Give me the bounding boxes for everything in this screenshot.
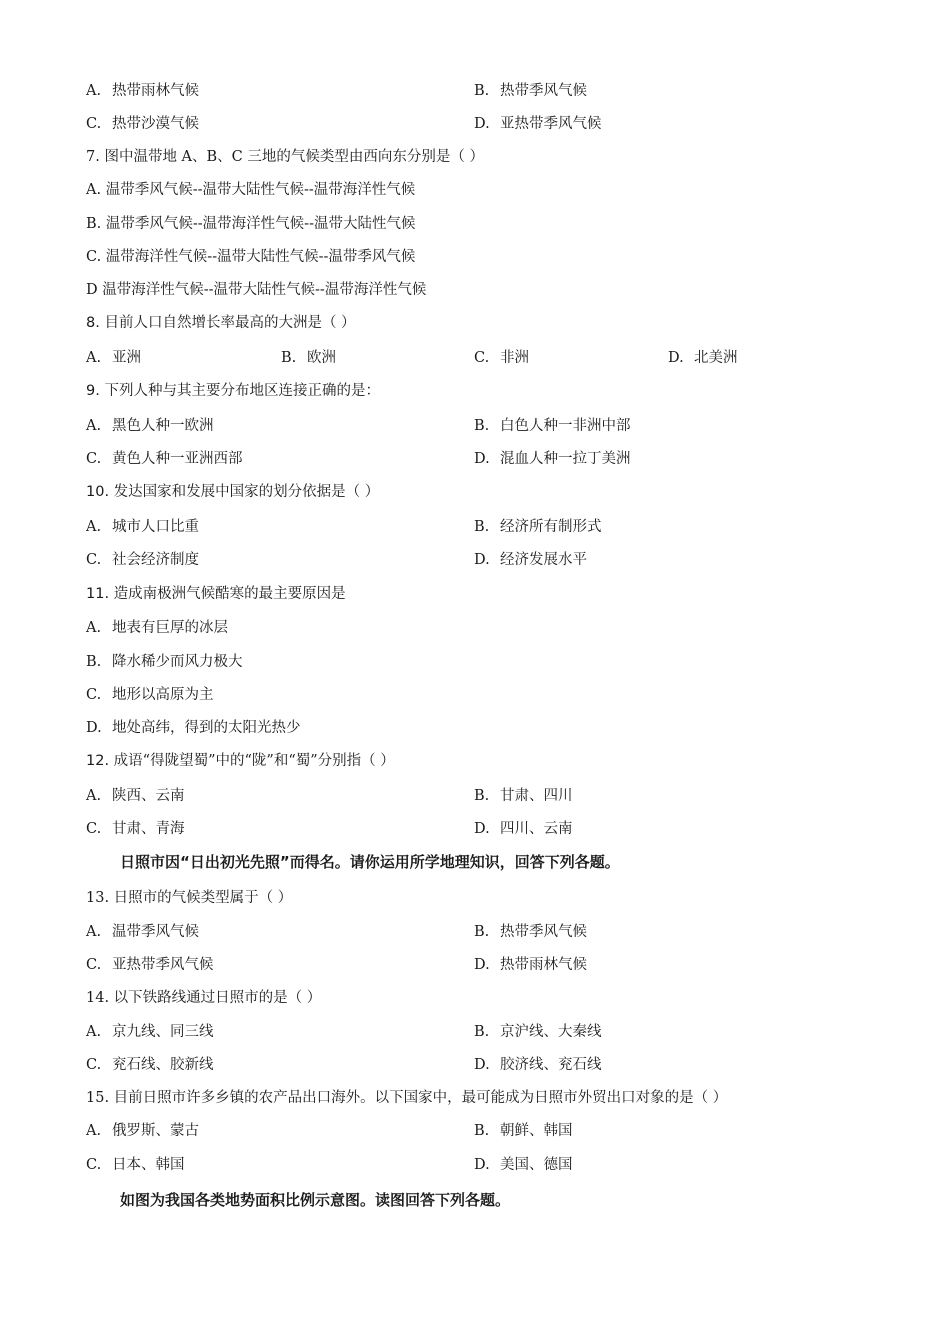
q8-option-a: A. 亚洲 xyxy=(86,350,141,366)
q12-option-d: D. 四川、云南 xyxy=(474,821,573,837)
q11-option-a: A. 地表有巨厚的冰层 xyxy=(86,620,228,636)
q14-option-a: A. 京九线、同三线 xyxy=(86,1024,214,1040)
q13-option-c: C. 亚热带季风气候 xyxy=(86,957,214,973)
q8-option-b: B. 欧洲 xyxy=(281,350,336,366)
q14-stem: 14. 以下铁路线通过日照市的是（ ） xyxy=(86,990,322,1006)
q11-option-d: D. 地处高纬，得到的太阳光热少 xyxy=(86,720,301,736)
q6-option-c: C. 热带沙漠气候 xyxy=(86,116,199,132)
q9-option-c: C. 黄色人种一亚洲西部 xyxy=(86,451,243,467)
q9-option-d: D. 混血人种一拉丁美洲 xyxy=(474,451,631,467)
q11-option-c: C. 地形以高原为主 xyxy=(86,687,214,703)
q12-option-b: B. 甘肃、四川 xyxy=(474,788,573,804)
q14-option-c: C. 兖石线、胶新线 xyxy=(86,1057,214,1073)
q14-option-b: B. 京沪线、大秦线 xyxy=(474,1024,602,1040)
q8-option-c: C. 非洲 xyxy=(474,350,529,366)
q6-option-b: B. 热带季风气候 xyxy=(474,83,587,99)
q13-option-a: A. 温带季风气候 xyxy=(86,924,199,940)
q15-option-a: A. 俄罗斯、蒙古 xyxy=(86,1123,199,1139)
q12-option-a: A. 陕西、云南 xyxy=(86,788,185,804)
q9-option-b: B. 白色人种一非洲中部 xyxy=(474,418,631,434)
section-intro-terrain: 如图为我国各类地势面积比例示意图。读图回答下列各题。 xyxy=(120,1191,511,1209)
q7-stem: 7. 图中温带地 A、B、C 三地的气候类型由西向东分别是（ ） xyxy=(86,149,484,165)
q10-stem: 10. 发达国家和发展中国家的划分依据是（ ） xyxy=(86,484,380,500)
q13-option-b: B. 热带季风气候 xyxy=(474,924,587,940)
q14-option-d: D. 胶济线、兖石线 xyxy=(474,1057,602,1073)
q8-stem: 8. 目前人口自然增长率最高的大洲是（ ） xyxy=(86,315,356,331)
q7-option-d: D 温带海洋性气候--温带大陆性气候--温带海洋性气候 xyxy=(86,282,427,298)
section-intro-rizhao: 日照市因“日出初光先照”而得名。请你运用所学地理知识，回答下列各题。 xyxy=(120,853,620,871)
q15-stem: 15. 目前日照市许多乡镇的农产品出口海外。以下国家中，最可能成为日照市外贸出口对象的是（ ） xyxy=(86,1090,728,1106)
q13-option-d: D. 热带雨林气候 xyxy=(474,957,587,973)
q11-option-b: B. 降水稀少而风力极大 xyxy=(86,654,243,670)
q6-option-a: A. 热带雨林气候 xyxy=(86,83,199,99)
q7-option-c: C. 温带海洋性气候--温带大陆性气候--温带季风气候 xyxy=(86,249,416,265)
q10-option-c: C. 社会经济制度 xyxy=(86,552,199,568)
q9-option-a: A. 黑色人种一欧洲 xyxy=(86,418,214,434)
q6-option-d: D. 亚热带季风气候 xyxy=(474,116,602,132)
q15-option-d: D. 美国、德国 xyxy=(474,1157,573,1173)
q12-stem: 12. 成语“得陇望蜀”中的“陇”和“蜀”分别指（ ） xyxy=(86,753,395,769)
q13-stem: 13. 日照市的气候类型属于（ ） xyxy=(86,890,293,906)
q10-option-d: D. 经济发展水平 xyxy=(474,552,587,568)
q8-option-d: D. 北美洲 xyxy=(668,350,738,366)
q10-option-a: A. 城市人口比重 xyxy=(86,519,199,535)
q7-option-b: B. 温带季风气候--温带海洋性气候--温带大陆性气候 xyxy=(86,216,416,232)
q9-stem: 9. 下列人种与其主要分布地区连接正确的是： xyxy=(86,383,380,399)
q15-option-b: B. 朝鲜、韩国 xyxy=(474,1123,573,1139)
q7-option-a: A. 温带季风气候--温带大陆性气候--温带海洋性气候 xyxy=(86,182,416,198)
q15-option-c: C. 日本、韩国 xyxy=(86,1157,185,1173)
q10-option-b: B. 经济所有制形式 xyxy=(474,519,602,535)
q11-stem: 11. 造成南极洲气候酷寒的最主要原因是 xyxy=(86,586,346,602)
q12-option-c: C. 甘肃、青海 xyxy=(86,821,185,837)
